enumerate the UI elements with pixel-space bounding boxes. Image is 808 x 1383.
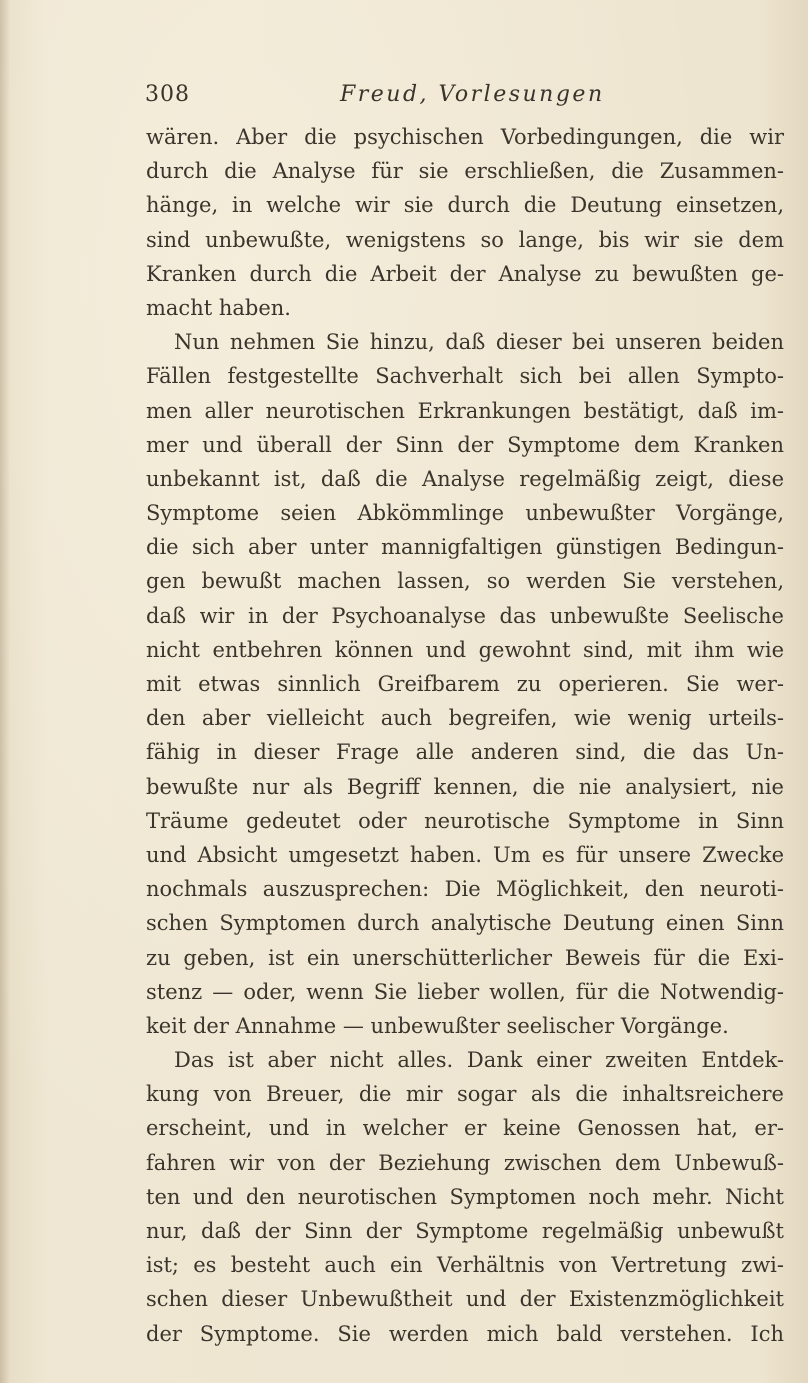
text-line: und Absicht umgesetzt haben. Um es für unsere Zwecke bbox=[146, 842, 784, 867]
text-line: fähig in dieser Frage alle anderen sind, die das Un- bbox=[146, 740, 784, 765]
text-line: hänge, in welche wir sie durch die Deutung einsetzen, bbox=[146, 193, 784, 218]
text-line: den aber vielleicht auch begreifen, wie wenig urteils- bbox=[146, 706, 784, 731]
text-line: gen bewußt machen lassen, so werden Sie verstehen, bbox=[146, 569, 784, 594]
page-header bbox=[145, 82, 785, 116]
page-number: 308 bbox=[145, 82, 190, 107]
text-line: die sich aber unter mannigfaltigen günstigen Bedingun- bbox=[146, 535, 784, 560]
text-line: schen dieser Unbewußtheit und der Existenzmöglichkeit bbox=[146, 1287, 784, 1312]
text-line: ist; es besteht auch ein Verhältnis von Vertretung zwi- bbox=[146, 1253, 784, 1278]
text-line: Träume gedeutet oder neurotische Symptome in Sinn bbox=[146, 808, 784, 833]
text-line: mer und überall der Sinn der Symptome dem Kranken bbox=[146, 432, 784, 457]
text-line: nur, daß der Sinn der Symptome regelmäßig unbewußt bbox=[146, 1219, 784, 1243]
text-line: Das ist aber nicht alles. Dank einer zweiten Entdek- bbox=[174, 1048, 784, 1073]
text-line: Fällen festgestellte Sachverhalt sich bei allen Sympto- bbox=[146, 364, 784, 389]
text-line: mit etwas sinnlich Greifbarem zu operieren. Sie wer- bbox=[146, 672, 784, 696]
text-line: Nun nehmen Sie hinzu, daß dieser bei unseren beiden bbox=[174, 330, 784, 355]
text-line: men aller neurotischen Erkrankungen bestätigt, daß im- bbox=[146, 398, 784, 423]
text-line: stenz — oder, wenn Sie lieber wollen, für die Notwendig- bbox=[146, 979, 784, 1004]
spine-shadow bbox=[0, 0, 10, 1383]
text-line: sind unbewußte, wenigstens so lange, bis wir sie dem bbox=[146, 227, 784, 252]
text-line: erscheint, und in welcher er keine Genossen hat, er- bbox=[146, 1116, 784, 1141]
text-line: nicht entbehren können und gewohnt sind, mit ihm wie bbox=[146, 637, 784, 662]
text-line: fahren wir von der Beziehung zwischen dem Unbewuß- bbox=[146, 1150, 784, 1175]
text-line: kung von Breuer, die mir sogar als die inhaltsreichere bbox=[146, 1082, 784, 1107]
text-line: unbekannt ist, daß die Analyse regelmäßig zeigt, diese bbox=[146, 466, 784, 491]
body-text bbox=[146, 120, 784, 1351]
text-line: keit der Annahme — unbewußter seelischer Vorgänge. bbox=[146, 1013, 729, 1038]
text-line: ten und den neurotischen Symptomen noch mehr. Nicht bbox=[146, 1184, 784, 1209]
text-line: schen Symptomen durch analytische Deutung einen Sinn bbox=[146, 911, 784, 936]
running-head: Freud, Vorlesungen bbox=[340, 82, 605, 107]
text-line: macht haben. bbox=[146, 295, 291, 320]
text-line: nochmals auszusprechen: Die Möglichkeit, den neuroti- bbox=[146, 877, 784, 902]
text-line: Kranken durch die Arbeit der Analyse zu bewußten ge- bbox=[146, 261, 784, 286]
text-line: Symptome seien Abkömmlinge unbewußter Vorgänge, bbox=[146, 501, 784, 526]
text-line: der Symptome. Sie werden mich bald verstehen. Ich bbox=[146, 1321, 784, 1346]
text-line: wären. Aber die psychischen Vorbedingungen, die wir bbox=[146, 125, 784, 149]
text-line: durch die Analyse für sie erschließen, die Zusammen- bbox=[146, 159, 784, 184]
text-line: daß wir in der Psychoanalyse das unbewußte Seelische bbox=[146, 603, 784, 628]
text-line: zu geben, ist ein unerschütterlicher Beweis für die Exi- bbox=[146, 945, 784, 970]
text-line: bewußte nur als Begriff kennen, die nie analysiert, nie bbox=[146, 774, 784, 799]
